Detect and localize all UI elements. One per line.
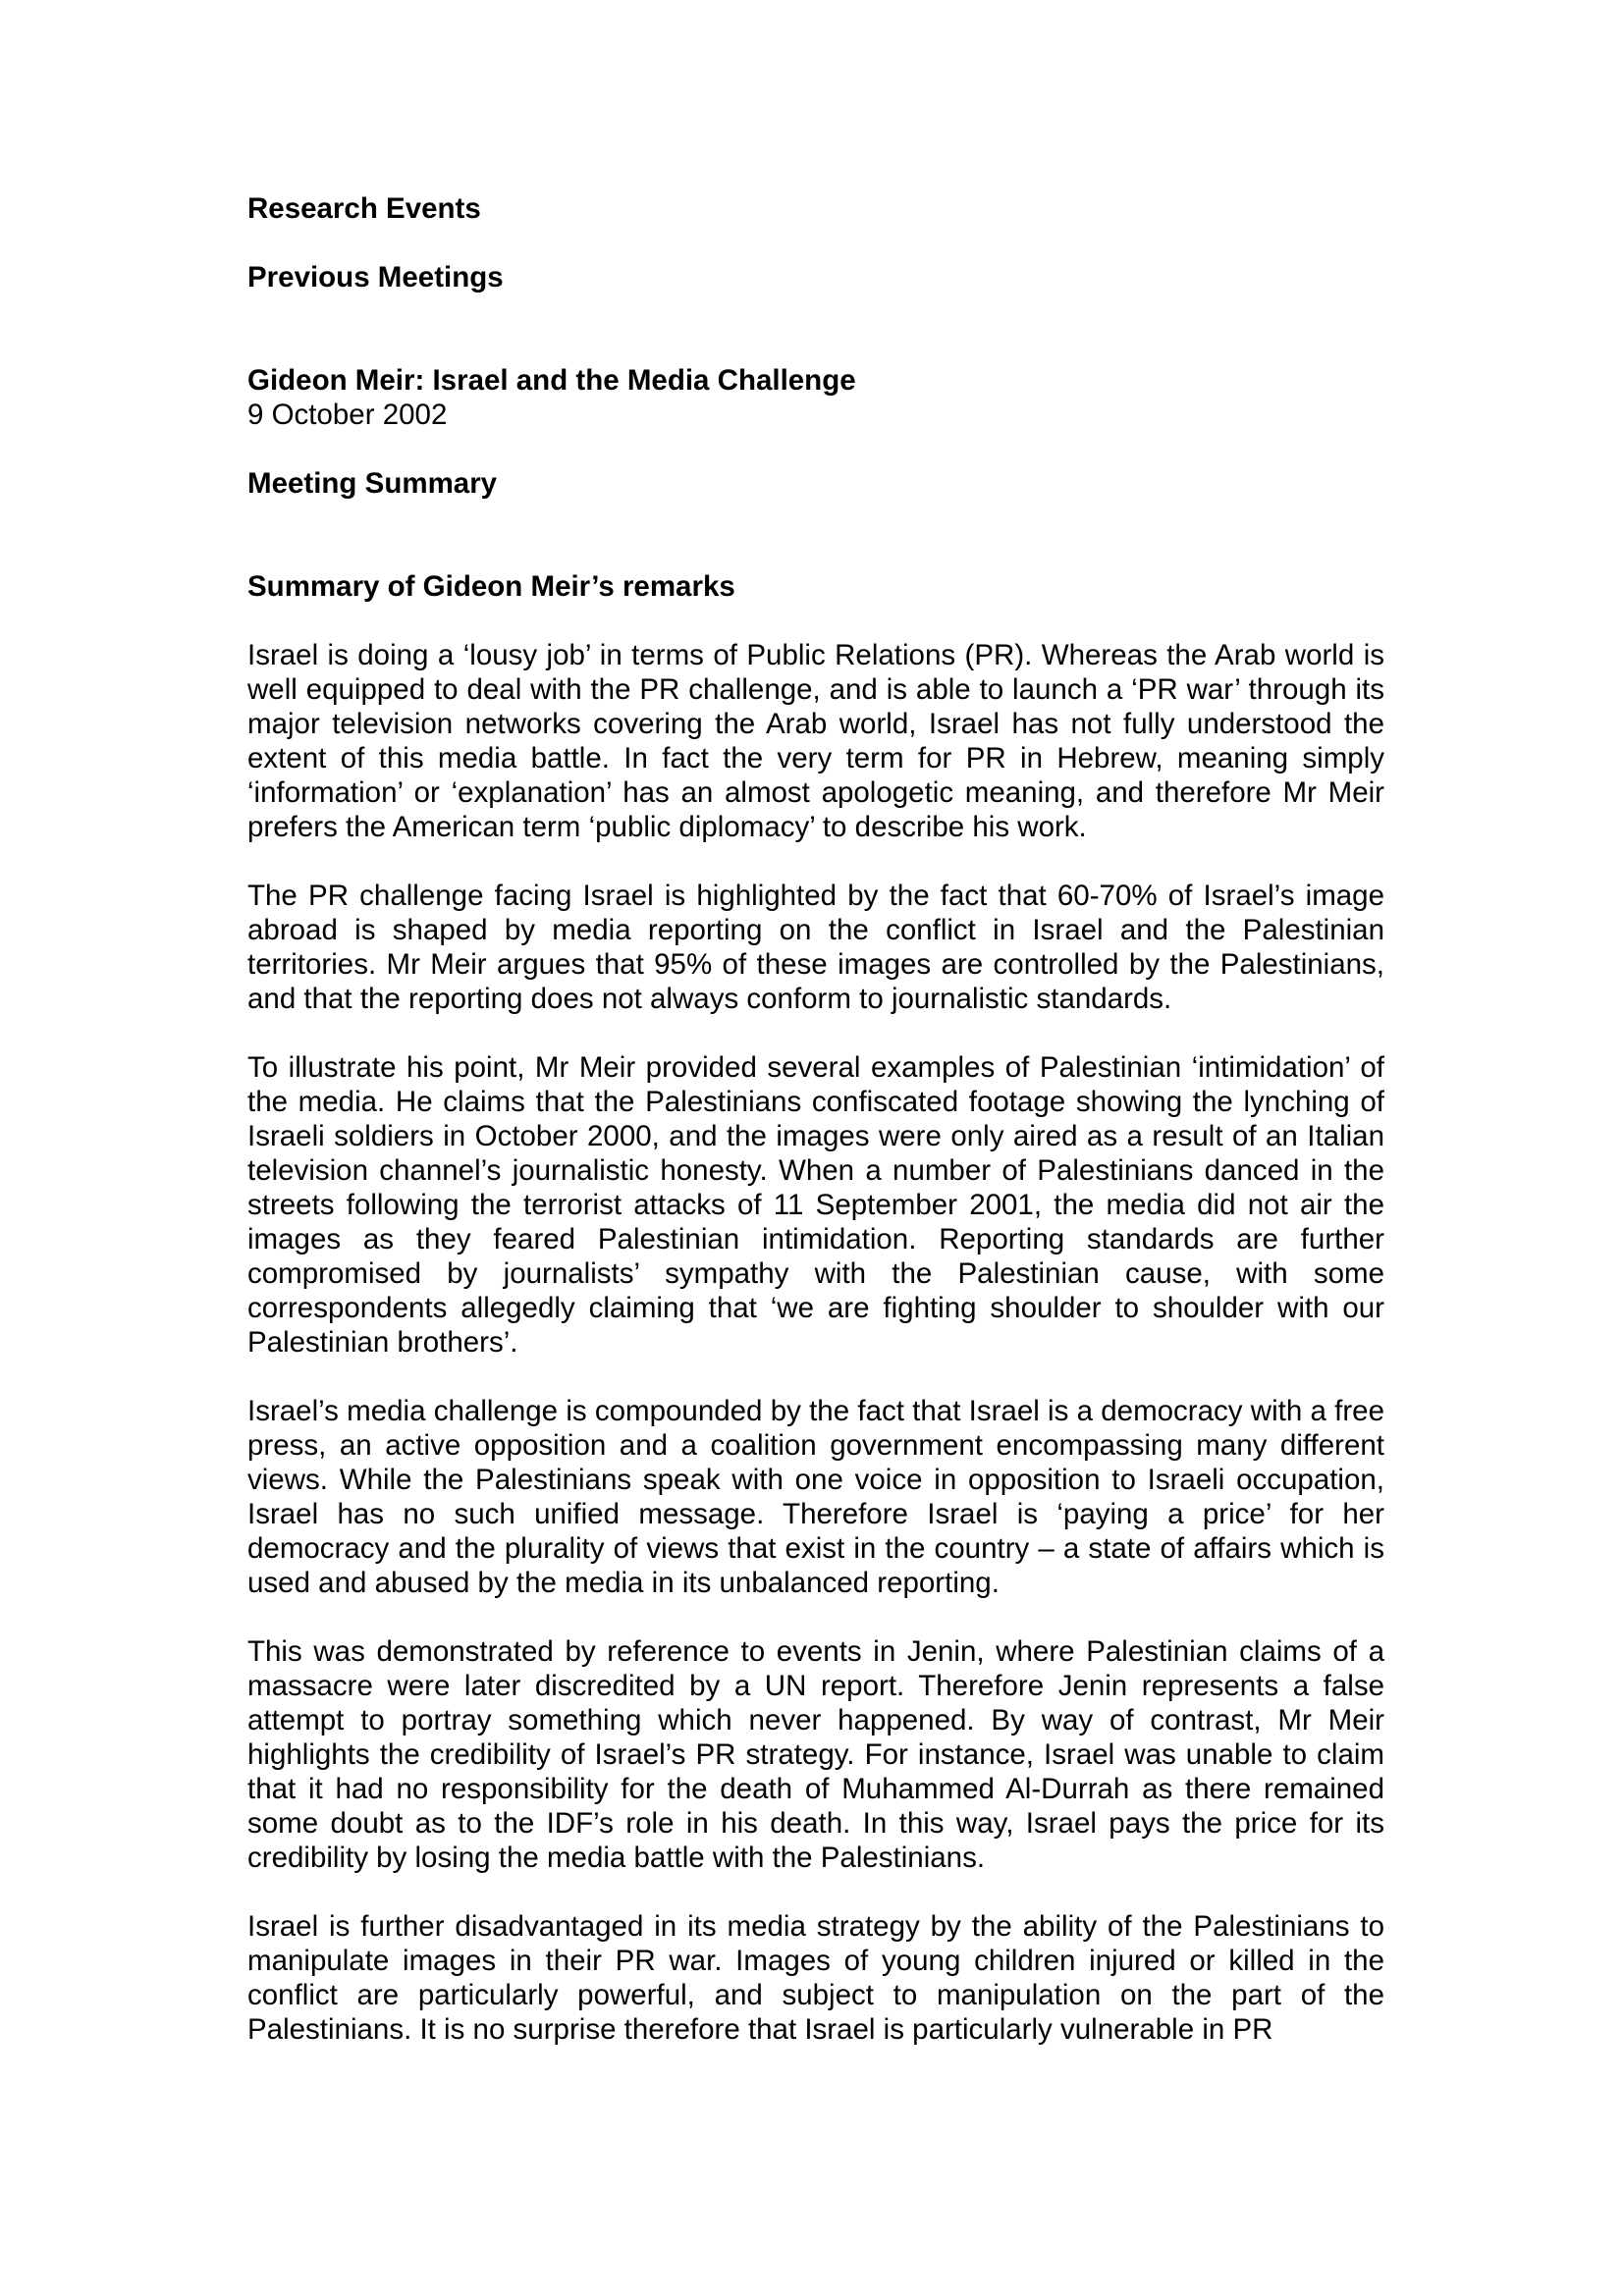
subsection-title: Previous Meetings (247, 261, 504, 294)
remarks-heading: Summary of Gideon Meir’s remarks (247, 570, 735, 603)
spacer (247, 844, 1384, 879)
body-paragraph: To illustrate his point, Mr Meir provided several examples of Palestinian ‘intimidation’ of the media. He claims that the Palestinians confiscated footage showing the lynching of Israeli soldiers in October 2000, and the images were only aired as a result of an Italian television channel’s journalistic honesty. When a number of Palestinians danced in the streets following the terrorist attacks of 11 September 2001, the media did not air the images as they feared Palestinian intimidation. Reporting standards are further compromised by journalists’ sympathy with the Palestinian cause, with some correspondents allegedly claiming that ‘we are fighting shoulder to shoulder with our Palestinian brothers’. (247, 1051, 1384, 1359)
spacer (247, 501, 1384, 569)
spacer (247, 1016, 1384, 1050)
body-paragraph: Israel is doing a ‘lousy job’ in terms of Public Relations (PR). Whereas the Arab world is well equipped to deal with the PR challenge, and is able to launch a ‘PR war’ through its major television networks covering the Arab world, Israel has not fully understood the extent of this media battle. In fact the very term for PR in Hebrew, meaning simply ‘information’ or ‘explanation’ has an almost apologetic meaning, and therefore Mr Meir prefers the American term ‘public diplomacy’ to describe his work. (247, 639, 1384, 843)
spacer (247, 1360, 1384, 1394)
meeting-date: 9 October 2002 (247, 399, 448, 431)
section-title: Research Events (247, 192, 481, 225)
document-page (247, 191, 1384, 2047)
body-paragraph: Israel is further disadvantaged in its media strategy by the ability of the Palestinians to manipulate images in their PR war. Images of young children injured or killed in the conflict are particularly powerful, and subject to manipulation on the part of the Palestinians. It is no surprise therefore that Israel is particularly vulnerable in PR (247, 1910, 1384, 2046)
meeting-title: Gideon Meir: Israel and the Media Challenge (247, 364, 856, 397)
spacer (247, 604, 1384, 638)
spacer (247, 226, 1384, 260)
summary-heading: Meeting Summary (247, 467, 498, 500)
spacer (247, 1875, 1384, 1909)
body-paragraph: Israel’s media challenge is compounded by the fact that Israel is a democracy with a free press, an active opposition and a coalition government encompassing many different views. While the Palestinians speak with one voice in opposition to Israeli occupation, Israel has no such unified message. Therefore Israel is ‘paying a price’ for her democracy and the plurality of views that exist in the country – a state of affairs which is used and abused by the media in its unbalanced reporting. (247, 1395, 1384, 1599)
spacer (247, 1600, 1384, 1634)
spacer (247, 294, 1384, 363)
body-paragraph: The PR challenge facing Israel is highlighted by the fact that 60-70% of Israel’s image abroad is shaped by media reporting on the conflict in Israel and the Palestinian territories. Mr Meir argues that 95% of these images are controlled by the Palestinians, and that the reporting does not always conform to journalistic standards. (247, 880, 1384, 1015)
spacer (247, 432, 1384, 466)
body-paragraph: This was demonstrated by reference to events in Jenin, where Palestinian claims of a massacre were later discredited by a UN report. Therefore Jenin represents a false attempt to portray something which never happened. By way of contrast, Mr Meir highlights the credibility of Israel’s PR strategy. For instance, Israel was unable to claim that it had no responsibility for the death of Muhammed Al-Durrah as there remained some doubt as to the IDF’s role in his death. In this way, Israel pays the price for its credibility by losing the media battle with the Palestinians. (247, 1635, 1384, 1874)
